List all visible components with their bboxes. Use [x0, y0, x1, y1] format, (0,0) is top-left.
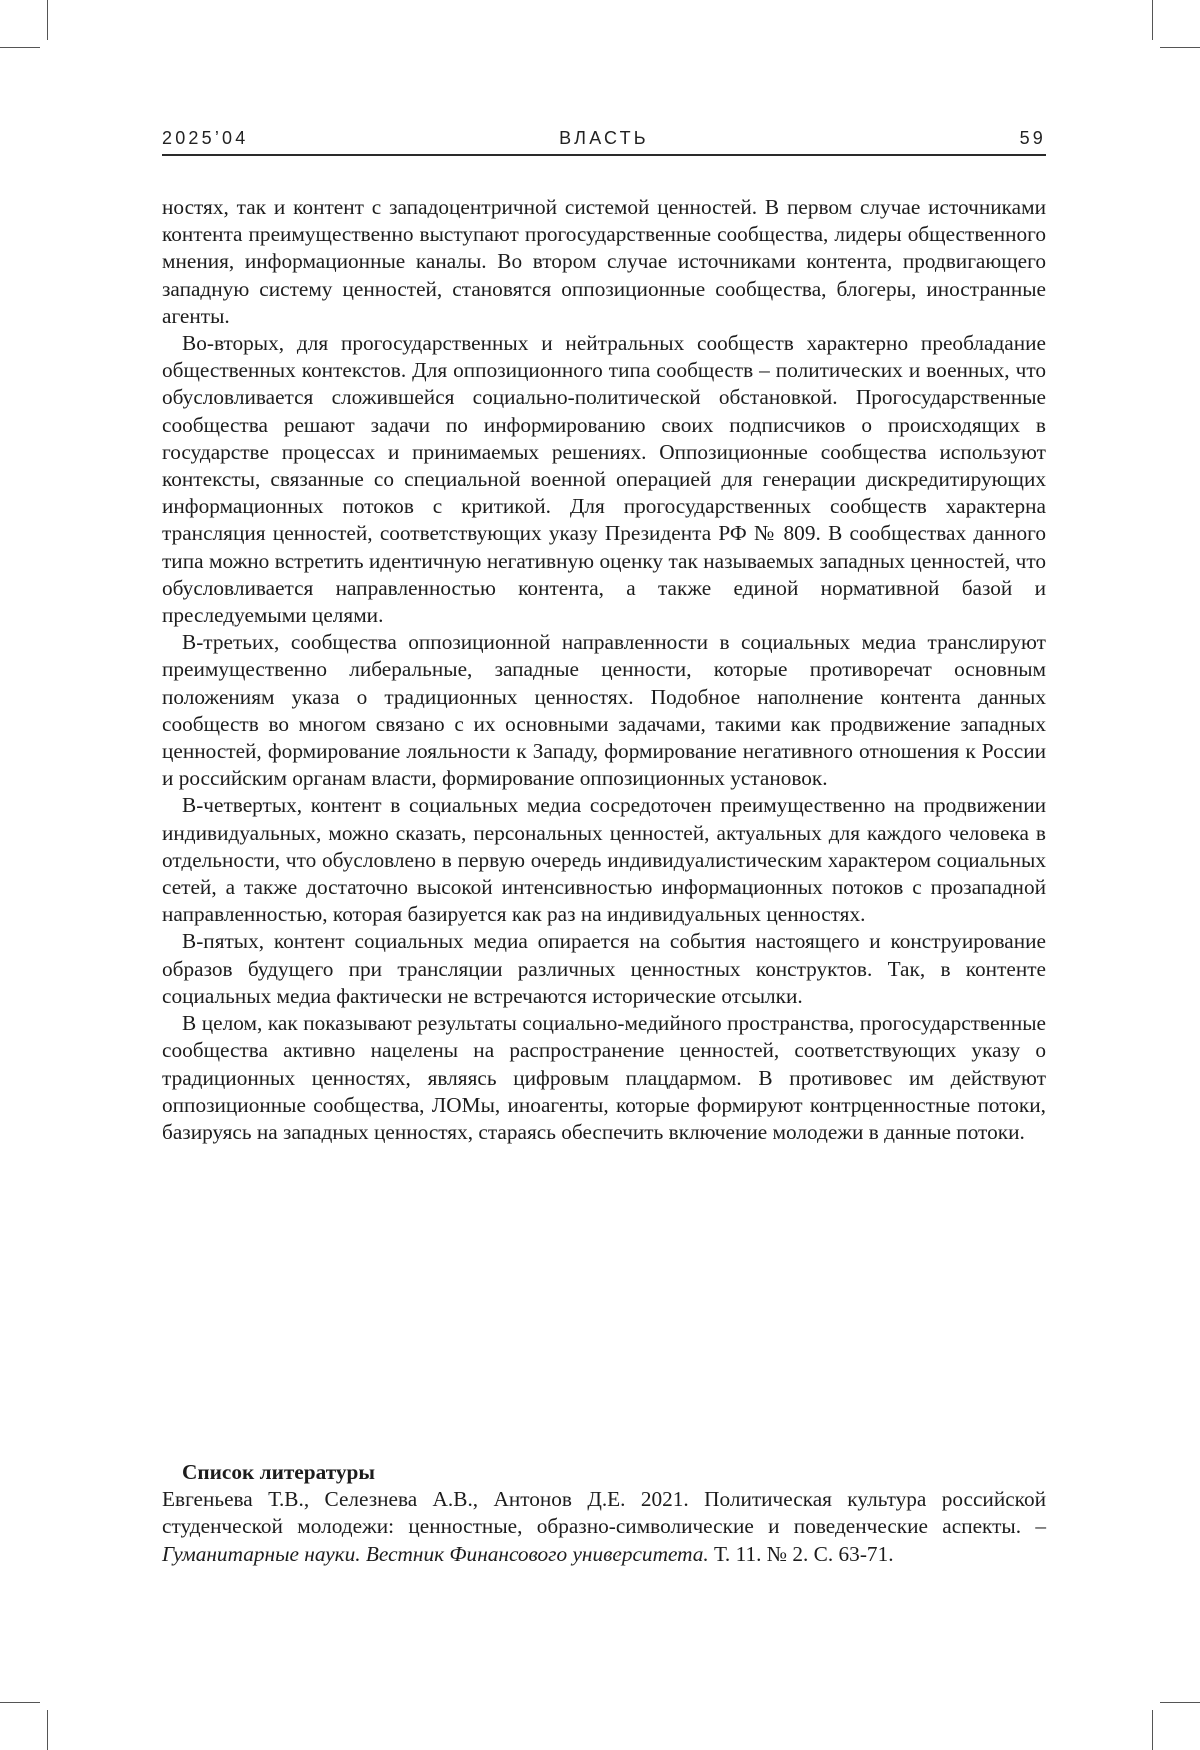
references-section: [162, 1459, 1046, 1568]
paragraph: ностях, так и контент с западоцентричной системой ценностей. В первом случае источниками контента преимущественно выступают прогосударственные сообщества, лидеры общественного мнения, информационные каналы. Во втором случае источниками контента, продвигающего западную систему ценностей, становятся оппозиционные сообщества, блогеры, иностранные агенты.: [162, 194, 1046, 330]
article-body: [162, 194, 1046, 1146]
paragraph: В-пятых, контент социальных медиа опирается на события настоящего и конструирование образов будущего при трансляции различных ценностных конструктов. Так, в контенте социальных медиа фактически не встречаются исторические отсылки.: [162, 928, 1046, 1010]
crop-mark: [47, 0, 48, 40]
crop-mark: [0, 47, 40, 48]
references-heading: Список литературы: [182, 1459, 1046, 1486]
paragraph: В целом, как показывают результаты социально-медийного пространства, прогосударственные сообщества активно нацелены на распространение ценностей, соответствующих указу о традиционных ценностях, являясь цифровым плацдармом. В противовес им действуют оппозиционные сообщества, ЛОМы, иноагенты, которые формируют контрценностные потоки, базируясь на западных ценностях, стараясь обеспечить включение молодежи в данные потоки.: [162, 1010, 1046, 1146]
running-header: [162, 126, 1046, 156]
reference-authors: Евгеньева Т.В., Селезнева А.В., Антонов Д.Е. 2021. Политическая культура российской студенческой молодежи: ценностные, образно-символические и поведенческие аспекты. –: [162, 1487, 1046, 1538]
paragraph: В-третьих, сообщества оппозиционной направленности в социальных медиа транслируют преимущественно либеральные, западные ценности, которые противоречат основным положениям указа о традиционных ценностях. Подобное наполнение контента данных сообществ во многом связано с их основными задачами, такими как продвижение западных ценностей, формирование лояльности к Западу, формирование негативного отношения к России и российским органам власти, формирование оппозиционных установок.: [162, 629, 1046, 792]
paragraph: Во-вторых, для прогосударственных и нейтральных сообществ характерно преобладание общественных контекстов. Для оппозиционного типа сообществ – политических и военных, что обусловливается сложившейся социально-политической обстановкой. Прогосударственные сообщества решают задачи по информированию своих подписчиков о происходящих в государстве процессах и принимаемых решениях. Оппозиционные сообщества используют контексты, связанные со специальной военной операцией для генерации дискредитирующих информационных потоков с критикой. Для прогосударственных сообществ характерна трансляция ценностей, соответствующих указу Президента РФ № 809. В сообществах данного типа можно встретить идентичную негативную оценку так называемых западных ценностей, что обусловливается направленностью контента, а также единой нормативной базой и преследуемыми целями.: [162, 330, 1046, 629]
crop-mark: [47, 1710, 48, 1750]
page-number: 59: [1020, 128, 1046, 149]
crop-mark: [1160, 1702, 1200, 1703]
crop-mark: [1160, 47, 1200, 48]
journal-title: ВЛАСТЬ: [162, 128, 1046, 149]
paragraph: В-четвертых, контент в социальных медиа сосредоточен преимущественно на продвижении индивидуальных, можно сказать, персональных ценностей, актуальных для каждого человека в отдельности, что обусловлено в первую очередь индивидуалистическим характером социальных сетей, а также достаточно высокой интенсивностью информационных потоков с прозападной направленностью, которая базируется как раз на индивидуальных ценностях.: [162, 792, 1046, 928]
reference-item: [162, 1486, 1046, 1568]
issue-number: 2025’04: [162, 128, 248, 149]
crop-mark: [0, 1702, 40, 1703]
reference-details: Т. 11. № 2. С. 63-71.: [709, 1542, 894, 1566]
crop-mark: [1152, 1710, 1153, 1750]
crop-mark: [1152, 0, 1153, 40]
reference-source: Гуманитарные науки. Вестник Финансового университета.: [162, 1542, 709, 1566]
